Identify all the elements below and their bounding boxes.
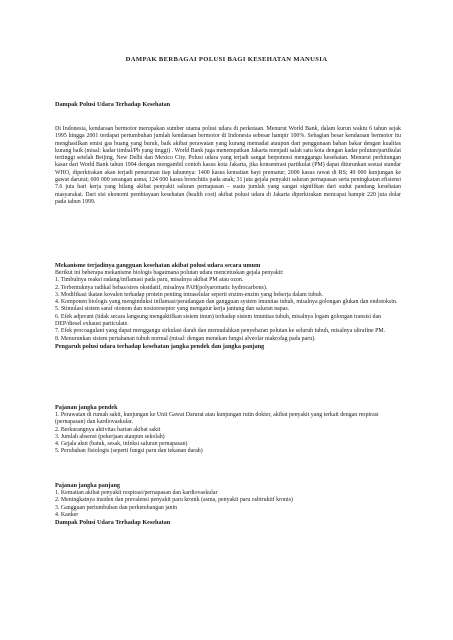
list-item: 1. Kematian akibat penyakit respirasi/pernapasan dan kardiovaskular [55, 490, 218, 496]
short-term-heading: Pajanan jangka pendek [55, 404, 118, 411]
list-item: 3. Jumlah absensi (pekerjaan ataupun sekolah) [55, 433, 165, 440]
document-title: DAMPAK BERBAGAI POLUSI BAGI KESEHATAN MANUSIA [125, 56, 328, 63]
list-item: 5. Perubahan fisiologis (seperti fungsi paru dan tekanan darah) [55, 448, 203, 455]
footer-heading: Dampak Polusi Udara Terhadap Kesehatan [55, 519, 171, 527]
list-item: 5. Stimulasi sistem saraf otonom dan nosioreseptor yang mengatur kerja jantung dan saluran napas. [55, 306, 290, 313]
mechanism-intro: Berikut ini beberapa mekanisme biologis bagaimana polutan udara mencetuskan gejala penyakit: [55, 270, 284, 276]
mechanism-heading: Mekanisme terjadinya gangguan kesehatan akibat polusi udara secara umum [55, 262, 261, 269]
list-item: 3. Gangguan pertumbuhan dan perkembangan janin [55, 504, 178, 511]
list-item: 1. Timbulnya reaksi radang/inflamasi pada paru, misalnya akibat PM atau ozon. [55, 277, 244, 284]
list-item: 3. Modifikasi ikatan kovalen terhadap protein penting intraselular seperti enzim-enzim yang bekerja dalam tubuh. [55, 291, 324, 298]
impact-heading: Pengaruh polusi udara terhadap kesehatan jangka pendek dan jangka panjang [55, 342, 265, 350]
list-item: 2. Meningkatnya insiden dan prevalensi penyakit paru kronik (asma, penyakit paru osbtruktif kronis) [55, 497, 293, 504]
list-item: 8. Menurunkan sistem pertahanan tubuh normal (misal: dengan menekan fungsi alveolar makrofag pada paru). [55, 335, 316, 342]
section-heading: Dampak Polusi Udara Terhadap Kesehatan [55, 101, 171, 108]
intro-paragraph: Di Indonesia, kendaraan bermotor merupakan sumber utama polusi udara di perkotaan. Menurut World Bank, dalam kurun waktu 6 tahun sejak 1995 hingga 2001 terdapat pertumbuhan jumlah kendaraan bermotor di Indonesia sebesar hampir 100%. Sebagian besar kendaraan bermotor itu menghasilkan emisi gas buang yang buruk, baik akibat perawatan yang kurang memadai ataupun dari penggunaan bahan bakar dengan kualitas kurang baik (misal: kadar timbal/Pb yang tinggi) . World Bank juga menempatkan Jakarta menjadi salah satu kota dengan kadar polutan/partikulat tertinggi setelah Beijing, New Delhi dan Mexico City. Polusi udara yang terjadi sangat berpotensi menggangu kesehatan. Menurut perhitungan kasar dari World Bank tahun 1994 dengan mengambil contoh kasus kota Jakarta, jika konsentrasi partikulat (PM) dapat diturunkan sesuai standar WHO, diperkirakan akan terjadi penurunan tiap tahunnya: 1400 kasus kematian bayi prematur; 2000 kasus rawat di RS; 49 000 kunjungan ke gawat darurat; 600 000 serangan asma; 124 000 kasus bronchitis pada anak; 31 juta gejala penyakit saluran pernapasan serta peningkatan efisiensi 7.6 juta hari kerja yang hilang akibat penyakit saluran pernapasan – suatu jumlah yang sangat signifikan dari sudut pandang kesehatan masyarakat. Dari sisi ekonomi pembiayaan kesehatan (health cost) akibat polusi udara di Jakarta diperkirakan mencapai hampir 220 juta dolar pada tahun 1999. [55, 126, 401, 205]
list-item: 2. Terbentuknya radikal bebas/stres oksidatif, misalnya PAH(polyaromatic hydrocarbons). [55, 284, 268, 291]
list-item: 6. Efek adjuvant (tidak secara langsung mengaktifkan sistem imun) terhadap sistem imunitas tubuh, misalnya logam golongan transisi dan DEP/diesel exhaust particulate. [55, 313, 382, 328]
long-term-heading: Pajanan jangka panjang [55, 482, 120, 489]
mechanism-section [55, 262, 401, 351]
short-term-section [55, 404, 401, 456]
long-term-section [55, 482, 401, 527]
list-item: 4. Komponen biologis yang menginduksi inflamasi/peradangan dan gangguan system imunitas tubuh, misalnya golongan glukan dan endotoksin. [55, 299, 398, 306]
intro-section [55, 126, 401, 206]
list-item: 4. Kanker [55, 511, 79, 518]
list-item: 7. Efek procoagulant yang dapat menggangu sirkulasi darah dan memudahkan penyebaran polutan ke seluruh tubuh, misalnya ultrafine PM. [55, 328, 386, 335]
list-item: 1. Perawatan di rumah sakit, kunjungan ke Unit Gawat Darurat atau kunjungan rutin dokter, akibat penyakit yang terkait dengan respirasi (pernapasan) dan kardiovaskular. [55, 412, 379, 426]
list-item: 4. Gejala akut (batuk, sesak, infeksi saluran pernapasan) [55, 441, 188, 448]
list-item: 2. Berkurangnya aktivitas harian akibat sakit [55, 426, 161, 433]
